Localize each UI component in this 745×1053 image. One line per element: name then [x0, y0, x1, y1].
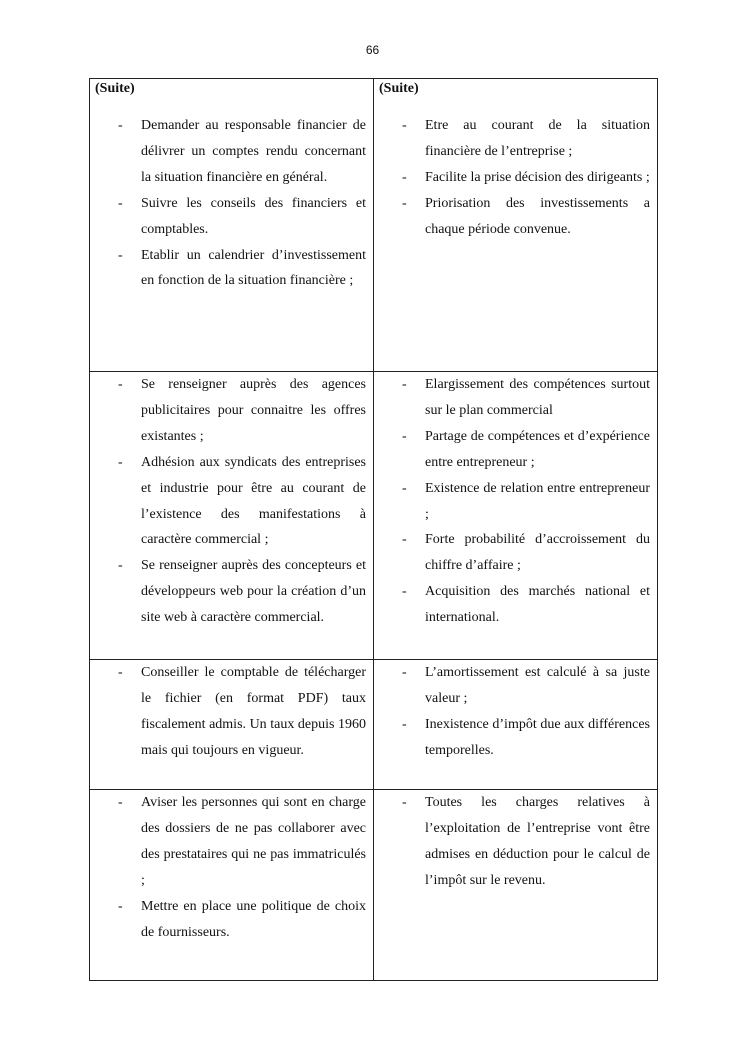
list-item: - Inexistence d’impôt due aux différences temporelles.	[374, 712, 657, 764]
dash-bullet-icon: -	[402, 716, 407, 732]
dash-bullet-icon: -	[118, 377, 123, 392]
dash-bullet-icon: -	[118, 665, 123, 680]
table-cell	[374, 660, 658, 790]
list-item: - Conseiller le comptable de télécharger le fichier (en format PDF) taux fiscalement admis. Un taux depuis 1960 mais qui toujours en vigueur.	[90, 660, 373, 764]
list-item: - Forte probabilité d’accroissement du chiffre d’affaire ;	[374, 527, 657, 579]
list-item: - Demander au responsable financier de délivrer un comptes rendu concernant la situation financière en général.	[90, 113, 373, 191]
table-cell	[90, 790, 374, 981]
dash-bullet-icon: -	[402, 584, 407, 600]
table-cell	[90, 660, 374, 790]
table-row	[90, 79, 658, 372]
list-item: - Aviser les personnes qui sont en charge des dossiers de ne pas collaborer avec des prestataires qui ne pas immatriculés ;	[90, 790, 373, 894]
dash-bullet-icon: -	[402, 795, 407, 810]
list-item: - Etablir un calendrier d’investissement en fonction de la situation financière ;	[90, 243, 373, 295]
list-item: - Acquisition des marchés national et international.	[374, 579, 657, 631]
table-row	[90, 660, 658, 790]
bullet-list	[90, 660, 373, 764]
dash-bullet-icon: -	[118, 558, 123, 574]
list-item: - Etre au courant de la situation financière de l’entreprise ;	[374, 113, 657, 165]
dash-bullet-icon: -	[402, 480, 407, 496]
cell-heading: (Suite)	[95, 81, 135, 96]
page-number: 66	[365, 43, 380, 57]
table-cell	[90, 79, 374, 372]
dash-bullet-icon: -	[118, 795, 123, 810]
dash-bullet-icon: -	[118, 454, 123, 470]
dash-bullet-icon: -	[402, 665, 407, 680]
dash-bullet-icon: -	[402, 532, 407, 548]
list-item: - Elargissement des compétences surtout sur le plan commercial	[374, 372, 657, 424]
list-item: - Se renseigner auprès des agences publicitaires pour connaitre les offres existantes ;	[90, 372, 373, 450]
list-item: - Toutes les charges relatives à l’exploitation de l’entreprise vont être admises en déduction pour le calcul de l’impôt sur le revenu.	[374, 790, 657, 894]
list-item: - Adhésion aux syndicats des entreprises et industrie pour être au courant de l’existence des manifestations à caractère commercial ;	[90, 450, 373, 554]
recommendations-table	[89, 78, 658, 981]
list-item: - Facilite la prise décision des dirigeants ;	[374, 165, 657, 191]
table-cell	[90, 372, 374, 660]
dash-bullet-icon: -	[118, 247, 123, 263]
list-item: - Se renseigner auprès des concepteurs et développeurs web pour la création d’un site web à caractère commercial.	[90, 553, 373, 631]
dash-bullet-icon: -	[118, 898, 123, 914]
list-item: - L’amortissement est calculé à sa juste valeur ;	[374, 660, 657, 712]
bullet-list	[374, 790, 657, 894]
list-item: - Priorisation des investissements a chaque période convenue.	[374, 191, 657, 243]
dash-bullet-icon: -	[118, 195, 123, 211]
dash-bullet-icon: -	[118, 118, 123, 133]
bullet-list	[374, 660, 657, 764]
table-cell	[374, 79, 658, 372]
bullet-list	[90, 113, 373, 294]
list-item: - Partage de compétences et d’expérience entre entrepreneur ;	[374, 424, 657, 476]
bullet-list	[90, 790, 373, 945]
list-item: - Existence de relation entre entrepreneur ;	[374, 476, 657, 528]
dash-bullet-icon: -	[402, 377, 407, 392]
bullet-list	[90, 372, 373, 631]
table-row	[90, 372, 658, 660]
cell-heading: (Suite)	[379, 81, 419, 96]
list-item: - Mettre en place une politique de choix de fournisseurs.	[90, 894, 373, 946]
bullet-list	[374, 113, 657, 243]
list-item: - Suivre les conseils des financiers et comptables.	[90, 191, 373, 243]
table-row	[90, 790, 658, 981]
dash-bullet-icon: -	[402, 195, 407, 211]
dash-bullet-icon: -	[402, 428, 407, 444]
dash-bullet-icon: -	[402, 169, 407, 185]
dash-bullet-icon: -	[402, 118, 407, 133]
bullet-list	[374, 372, 657, 631]
table-cell	[374, 790, 658, 981]
table-cell	[374, 372, 658, 660]
